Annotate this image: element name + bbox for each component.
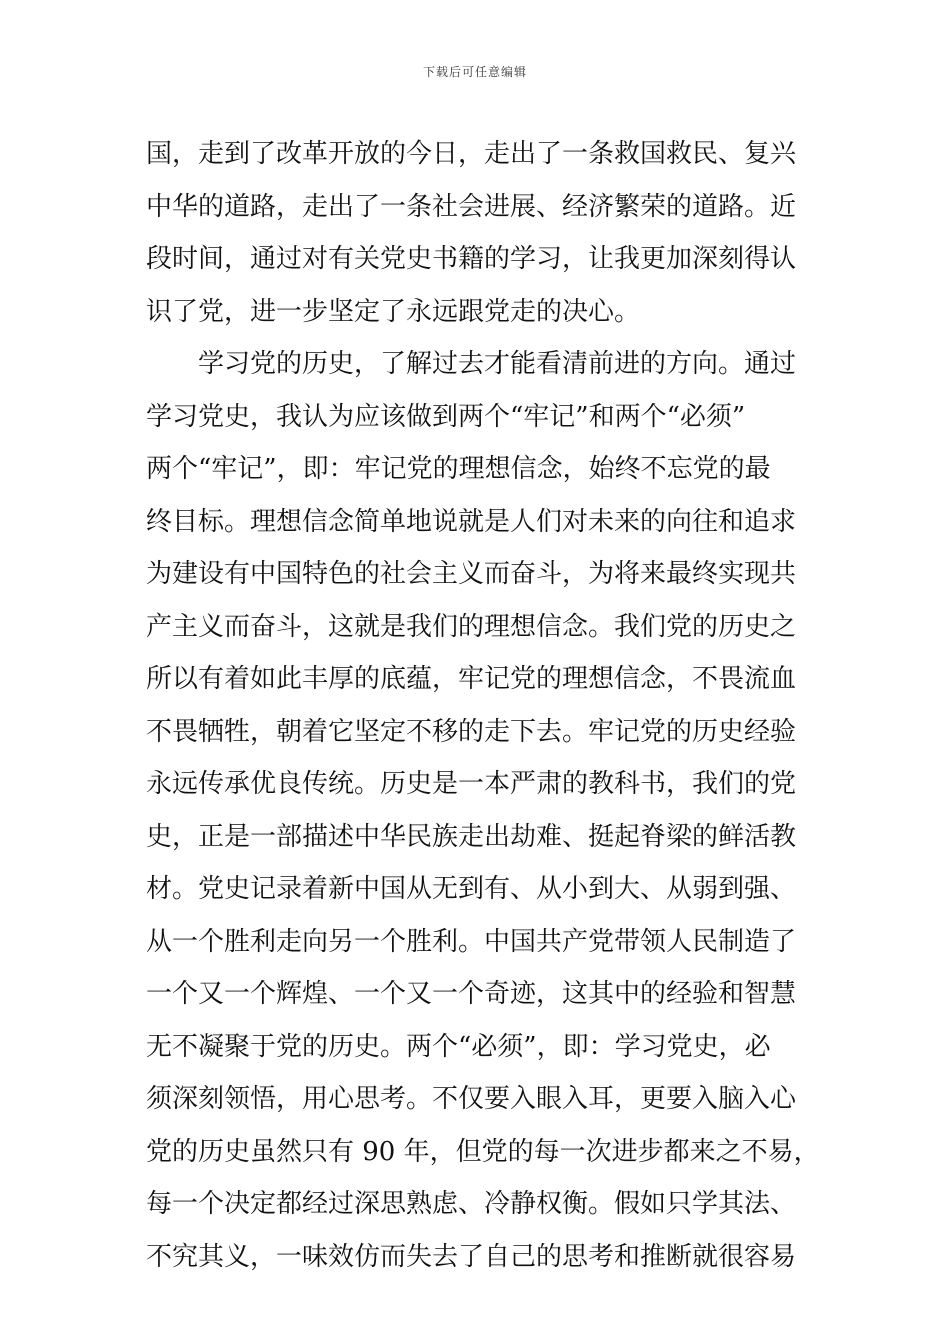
text-line: 段时间，通过对有关党史书籍的学习，让我更加深刻得认 [146,244,797,274]
text-line: 史，正是一部描述中华民族走出劫难、挺起脊梁的鲜活教 [146,821,797,852]
page-header-note: 下载后可任意编辑 [422,65,527,79]
text-line: 党的历史虽然只有 90 年，但党的每一次进步都来之不易， [146,1136,820,1167]
text-line: 一个又一个辉煌、一个又一个奇迹，这其中的经验和智慧 [146,979,797,1009]
document-body [146,128,820,1283]
text-line: 为建设有中国特色的社会主义而奋斗，为将来最终实现共 [146,559,797,589]
text-line: 不畏牺牲，朝着它坚定不移的走下去。牢记党的历史经验 [146,716,797,747]
text-line: 产主义而奋斗，这就是我们的理想信念。我们党的历史之 [146,611,797,642]
text-line: 不究其义，一味效仿而失去了自己的思考和推断就很容易 [146,1241,797,1272]
text-line: 须深刻领悟，用心思考。不仅要入眼入耳，更要入脑入心 [146,1084,797,1114]
text-line: 每一个决定都经过深思熟虑、冷静权衡。假如只学其法、 [146,1189,797,1219]
text-line: 从一个胜利走向另一个胜利。中国共产党带领人民制造了 [146,926,797,957]
text-line: 无不凝聚于党的历史。两个“必须”，即：学习党史，必 [146,1031,771,1062]
text-line: 识了党，进一步坚定了永远跟党走的决心。 [146,296,641,327]
paragraph-first-line: 学习党的历史，了解过去才能看清前进的方向。通过 [198,349,797,379]
text-line: 国，走到了改革开放的今日，走出了一条救国救民、复兴 [146,139,797,169]
text-line: 所以有着如此丰厚的底蕴，牢记党的理想信念，不畏流血 [146,664,797,694]
text-line: 中华的道路，走出了一条社会进展、经济繁荣的道路。近 [146,191,797,222]
text-line: 永远传承优良传统。历史是一本严肃的教科书，我们的党 [146,769,797,799]
text-line: 两个“牢记”，即：牢记党的理想信念，始终不忘党的最 [146,454,771,484]
text-line: 材。党史记录着新中国从无到有、从小到大、从弱到强、 [146,874,797,904]
text-line: 学习党史，我认为应该做到两个“牢记”和两个“必须” [146,401,746,432]
text-line: 终目标。理想信念简单地说就是人们对未来的向往和追求 [146,506,797,537]
